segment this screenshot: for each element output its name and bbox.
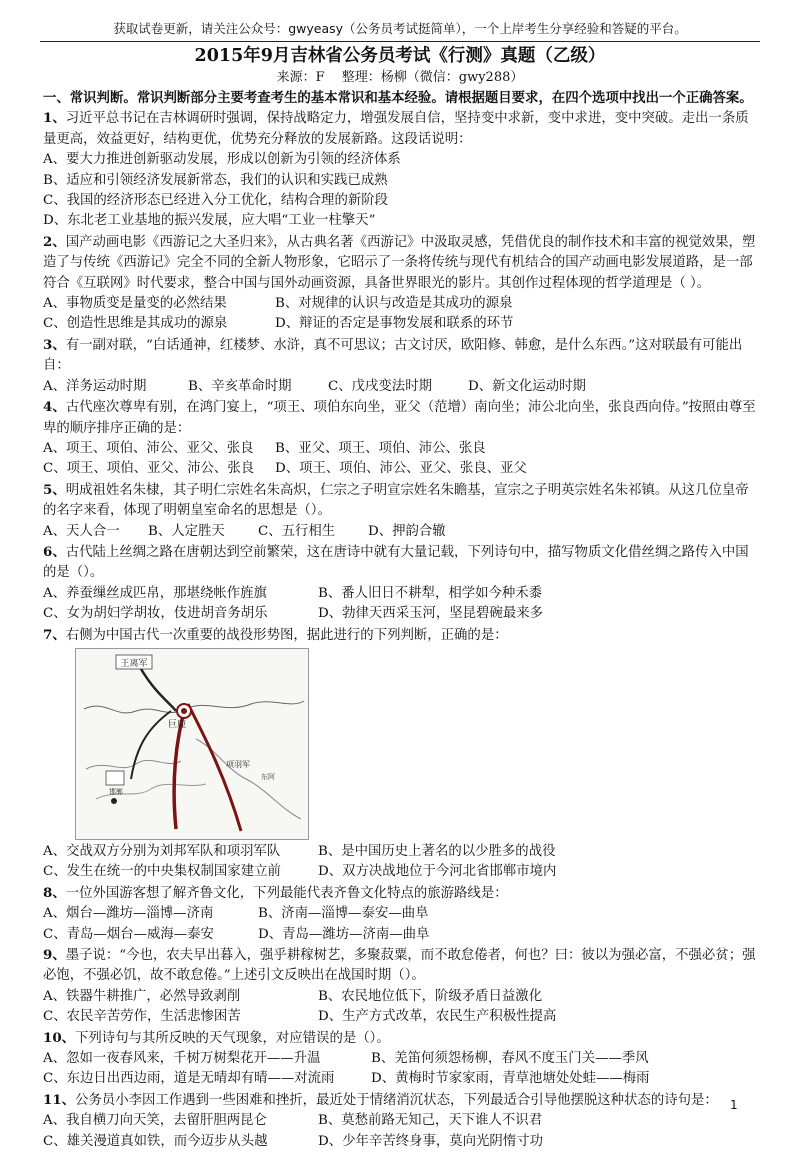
option: B、是中国历史上著名的以少胜多的战役	[318, 843, 556, 859]
option: B、辛亥革命时期	[188, 378, 292, 394]
option: A、天人合一	[43, 523, 120, 539]
question-stem: 一位外国游客想了解齐鲁文化，下列最能代表齐鲁文化特点的旅游路线是：	[65, 885, 508, 901]
question-number: 9、	[43, 947, 66, 963]
page-number: 1	[730, 1098, 738, 1112]
question-stem: 明成祖姓名朱棣，其子明仁宗姓名朱高炽，仁宗之子明宣宗姓名朱瞻基，宣宗之子明英宗姓名朱祁镇。从这几位皇帝的名字来看，体现了明朝皇室命名的思想是（）。	[43, 482, 749, 519]
option: C、雄关漫道真如铁，而今迈步从头越	[43, 1133, 268, 1149]
option-row	[43, 1049, 761, 1069]
option-row	[43, 904, 761, 924]
battle-map-svg	[76, 649, 308, 839]
option: A、交战双方分别为刘邦军队和项羽军队	[43, 843, 281, 859]
question-3	[43, 335, 761, 377]
question-stem: 古代陆上丝绸之路在唐朝达到空前繁荣，这在唐诗中就有大量记载，下列诗句中，描写物质文化借丝绸之路传入中国的是（）。	[43, 544, 749, 581]
section-heading: 一、常识判断。常识判断部分主要考查考生的基本常识和基本经验。请根据题目要求，在四个选项中找出一个正确答案。	[43, 90, 753, 106]
map-label: 邯郸	[109, 787, 123, 796]
question-11	[43, 1090, 761, 1111]
question-stem: 有一副对联，“白话通神，红楼梦、水浒，真不可思议；古文讨厌，欧阳修、韩愈，是什么东西。”这对联最有可能出自：	[43, 337, 743, 374]
option-row	[43, 862, 761, 882]
source-line: 来源：F 整理：杨柳（微信：gwy288）	[276, 70, 524, 85]
question-number: 6、	[43, 543, 66, 560]
option-row	[43, 459, 761, 479]
option: B、番人旧日不耕犁，相学如今种禾黍	[318, 585, 543, 601]
option: C、创造性思维是其成功的源泉	[43, 316, 228, 332]
question-9	[43, 945, 761, 987]
option: D、勃律天西采玉河，坚昆碧碗最来多	[318, 606, 543, 622]
page-title: 2015年9月吉林省公务员考试《行测》真题（乙级）	[194, 46, 606, 66]
option: D、双方决战地位于今河北省邯郸市境内	[318, 864, 557, 880]
option: C、农民辛苦劳作，生活悲惨困苦	[43, 1009, 241, 1025]
question-number: 7、	[43, 626, 66, 643]
question-2	[43, 232, 761, 294]
option: C、戊戌变法时期	[328, 378, 432, 394]
question-stem: 公务员小李因工作遇到一些困难和挫折，最近处于情绪消沉状态，下列最适合引导他摆脱这种状态的诗句是：	[75, 1092, 718, 1108]
option-row	[43, 842, 761, 862]
option-row	[43, 522, 761, 542]
option-row	[43, 294, 761, 314]
question-number: 8、	[43, 884, 66, 901]
option: D、押韵合辙	[368, 523, 446, 539]
option-row	[43, 987, 761, 1007]
option: A、洋务运动时期	[43, 378, 147, 394]
option: B、济南—淄博—泰安—曲阜	[258, 906, 429, 922]
option: A、我自横刀向天笑，去留肝胆两昆仑	[43, 1113, 267, 1129]
question-stem: 下列诗句与其所反映的天气现象，对应错误的是（）。	[75, 1030, 390, 1046]
question-4	[43, 397, 761, 439]
question-8	[43, 883, 761, 904]
option: B、羌笛何须怨杨柳，春风不度玉门关——季风	[371, 1051, 649, 1067]
question-1	[43, 108, 761, 150]
question-number: 1、	[43, 110, 66, 127]
question-number: 10、	[43, 1029, 76, 1046]
question-stem: 古代座次尊卑有别，在鸿门宴上，“项王、项伯东向坐，亚父（范增）南向坐；沛公北向坐，张良西向侍。”按照由尊至卑的顺序排序正确的是：	[43, 400, 756, 436]
question-10	[43, 1028, 761, 1049]
option: D、项王、项伯、沛公、亚父、张良、亚父	[275, 461, 527, 477]
battle-site-marker	[181, 708, 187, 714]
option: A、项王、项伯、沛公、亚父、张良	[43, 440, 254, 456]
option: A、烟台—潍坊—淄博—济南	[43, 906, 214, 922]
option: D、生产方式改革，农民生产积极性提高	[318, 1009, 557, 1025]
question-stem: 国产动画电影《西游记之大圣归来》，从古典名著《西游记》中汲取灵感，凭借优良的制作技术和丰富的视觉效果，塑造了与传统《西游记》完全不同的全新人物形象，它昭示了一条将传统与现代有机结合的国产动画电影发展道路，是一部符合《互联网》时代要求，整合中国与国外动画资源，具备世界眼光的影片。其创作过程体现的哲学道理是（ ）。	[43, 234, 756, 291]
question-number: 4、	[43, 399, 66, 416]
option: C、五行相生	[258, 523, 336, 539]
option-row	[43, 439, 761, 459]
option: B、对规律的认识与改造是其成功的源泉	[275, 296, 513, 312]
option: D、青岛—潍坊—济南—曲阜	[258, 926, 430, 942]
option-row	[43, 925, 761, 945]
city-marker	[111, 798, 117, 804]
option: B、亚父、项王、项伯、沛公、张良	[275, 440, 486, 456]
question-5	[43, 480, 761, 522]
content	[43, 88, 761, 1152]
option: C、青岛—烟台—威海—泰安	[43, 926, 214, 942]
question-stem: 习近平总书记在吉林调研时强调，保持战略定力，增强发展自信，坚持变中求新，变中求进，变中突破。走出一条质量更高，效益更好，结构更优，优势充分释放的发展新路。这段话说明：	[43, 111, 749, 147]
option: D、少年辛苦终身事，莫向光阴惰寸功	[318, 1133, 543, 1149]
map-label: 巨鹿	[168, 719, 187, 730]
option: D、黄梅时节家家雨，青草池塘处处蛙——梅雨	[371, 1071, 650, 1087]
map-label: 项羽军	[226, 759, 250, 769]
option: C、发生在统一的中央集权制国家建立前	[43, 864, 281, 880]
option: A、养蚕缫丝成匹帛，那堪绕帐作旌旗	[43, 585, 267, 601]
option: D、东北老工业基地的振兴发展，应大唱“工业一柱擎天”	[43, 213, 376, 229]
option-row	[43, 604, 761, 624]
option: D、新文化运动时期	[468, 378, 586, 394]
option-row	[43, 1007, 761, 1027]
question-number: 5、	[43, 481, 66, 498]
map-label: 王离军	[120, 658, 148, 669]
option: C、我国的经济形态已经进入分工优化，结构合理的新阶段	[43, 193, 389, 209]
question-7	[43, 625, 761, 646]
question-stem: 右侧为中国古代一次重要的战役形势图，据此进行的下列判断，正确的是：	[65, 627, 508, 643]
map-label: 东阿	[261, 772, 275, 781]
option: B、人定胜天	[148, 523, 225, 539]
question-number: 11、	[43, 1091, 76, 1108]
option: A、要大力推进创新驱动发展，形成以创新为引领的经济体系	[43, 152, 401, 168]
option-row	[43, 1111, 761, 1131]
option: A、事物质变是量变的必然结果	[43, 296, 227, 312]
option-row	[43, 584, 761, 604]
option-row	[43, 1069, 761, 1089]
option: D、辩证的否定是事物发展和联系的环节	[275, 316, 514, 332]
option: B、适应和引领经济发展新常态，我们的认识和实践已成熟	[43, 172, 388, 188]
option-row	[43, 377, 761, 397]
question-6	[43, 542, 761, 584]
option-row	[43, 1132, 761, 1152]
option: C、项王、项伯、亚父、沛公、张良	[43, 461, 255, 477]
header-banner: 获取试卷更新，请关注公众号：gwyeasy（公务员考试挺简单），一个上岸考生分享经验和答疑的平台。	[40, 20, 760, 42]
option: A、忽如一夜春风来，千树万树梨花开——升温	[43, 1051, 321, 1067]
option-row	[43, 314, 761, 334]
option: A、铁器牛耕推广，必然导致剥削	[43, 988, 241, 1004]
option: B、莫愁前路无知己，天下谁人不识君	[318, 1113, 543, 1129]
question-number: 3、	[43, 336, 66, 353]
map-background	[76, 649, 308, 839]
question-number: 2、	[43, 233, 66, 250]
option: B、农民地位低下，阶级矛盾日益激化	[318, 988, 543, 1004]
option: C、女为胡妇学胡妆，伎进胡音务胡乐	[43, 606, 268, 622]
battle-map	[75, 648, 309, 840]
question-stem: 墨子说：“今也，农夫早出暮入，强乎耕稼树艺，多聚菽粟，而不敢怠倦者，何也？曰：彼以为强必富，不强必贫；强必饱，不强必饥，故不敢怠倦。”上述引文反映出在战国时期（）。	[43, 948, 756, 984]
option: C、东边日出西边雨，道是无晴却有晴——对流雨	[43, 1071, 335, 1087]
label-box	[106, 771, 124, 785]
